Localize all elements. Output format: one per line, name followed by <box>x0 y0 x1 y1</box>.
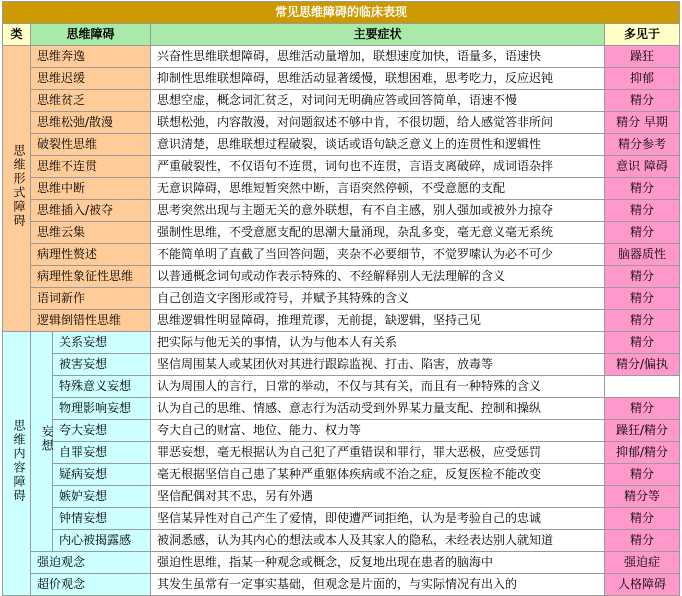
symptom-text: 强制性思维，不受意愿支配的思潮大量涌现，杂乱多变，毫无意义毫无系统 <box>151 222 605 244</box>
disorder-name: 逻辑倒错性思维 <box>31 310 151 332</box>
frequent-in: 抑郁 <box>605 68 680 90</box>
symptom-text: 不能简单明了直截了当回答问题，夹杂不必要细节，不觉罗嗦认为必不可少 <box>151 244 605 266</box>
subcategory-delusion <box>31 332 53 552</box>
table-row <box>3 574 680 596</box>
frequent-in: 精分 <box>605 310 680 332</box>
table-row <box>3 354 680 376</box>
disorder-name: 破裂性思维 <box>31 134 151 156</box>
symptom-text: 坚信某异性对自己产生了爱情，即使遭严词拒绝，认为是考验自己的忠诚 <box>151 508 605 530</box>
table-row <box>3 134 680 156</box>
disorder-name: 病理性赘述 <box>31 244 151 266</box>
frequent-in: 强迫症 <box>605 552 680 574</box>
frequent-in: 精分 <box>605 530 680 552</box>
subcategory-delusion-label: 妄想 <box>40 424 54 453</box>
table-row <box>3 376 680 398</box>
disorder-name: 嫉妒妄想 <box>53 486 151 508</box>
frequent-in: 精分等 <box>605 486 680 508</box>
symptom-text: 兴奋性思维联想障碍，思维活动量增加，联想速度加快，语量多，语速快 <box>151 46 605 68</box>
table-row <box>3 178 680 200</box>
symptom-text: 坚信周围某人或某团伙对其进行跟踪监视、打击、陷害，放毒等 <box>151 354 605 376</box>
frequent-in: 精分 <box>605 288 680 310</box>
clinical-table <box>2 1 680 596</box>
category-content <box>3 332 31 596</box>
frequent-in: 精分 <box>605 266 680 288</box>
disorder-name: 思维松弛/散漫 <box>31 112 151 134</box>
table-row <box>3 46 680 68</box>
frequent-in: 人格障碍 <box>605 574 680 596</box>
frequent-in: 精分 早期 <box>605 112 680 134</box>
table-row <box>3 156 680 178</box>
table-row <box>3 508 680 530</box>
symptom-text: 以普通概念词句或动作表示特殊的、不经解释别人无法理解的含义 <box>151 266 605 288</box>
disorder-name: 病理性象征性思维 <box>31 266 151 288</box>
symptom-text: 思维逻辑性明显障碍，推理荒谬，无前提，缺逻辑，坚持己见 <box>151 310 605 332</box>
table-row <box>3 530 680 552</box>
table-row <box>3 68 680 90</box>
disorder-name: 思维中断 <box>31 178 151 200</box>
table-row <box>3 332 680 354</box>
symptom-text: 认为周围人的言行，日常的举动，不仅与其有关，而且有一种特殊的含义 <box>151 376 605 398</box>
table-row <box>3 420 680 442</box>
symptom-text: 被洞悉感，认为其内心的想法或本人及其家人的隐私，未经表达别人就知道 <box>151 530 605 552</box>
frequent-in: 精分 <box>605 222 680 244</box>
disorder-name: 思维不连贯 <box>31 156 151 178</box>
disorder-name: 特殊意义妄想 <box>53 376 151 398</box>
symptom-text: 认为自己的思维、情感、意志行为活动受到外界某力量支配、控制和操纵 <box>151 398 605 420</box>
symptom-text: 强迫性思维，指某一种观念或概念，反复地出现在患者的脑海中 <box>151 552 605 574</box>
disorder-name: 思维贫乏 <box>31 90 151 112</box>
symptom-text: 夸大自己的财富、地位、能力、权力等 <box>151 420 605 442</box>
table-row <box>3 222 680 244</box>
disorder-name: 超价观念 <box>31 574 151 596</box>
frequent-in: 精分参考 <box>605 134 680 156</box>
frequent-in: 精分 <box>605 508 680 530</box>
disorder-name: 思维奔逸 <box>31 46 151 68</box>
table-row <box>3 398 680 420</box>
symptom-text: 意识清楚，思维联想过程破裂，谈话或语句缺乏意义上的连贯性和逻辑性 <box>151 134 605 156</box>
disorder-name: 思维插入/被夺 <box>31 200 151 222</box>
disorder-name: 内心被揭露感 <box>53 530 151 552</box>
table-row <box>3 112 680 134</box>
table-row <box>3 552 680 574</box>
frequent-in: 精分 <box>605 398 680 420</box>
disorder-name: 物理影响妄想 <box>53 398 151 420</box>
disorder-name: 思维云集 <box>31 222 151 244</box>
frequent-in: 精分 <box>605 178 680 200</box>
table-row <box>3 464 680 486</box>
symptom-text: 思想空虚，概念词汇贫乏，对词问无明确应答或回答简单，语速不慢 <box>151 90 605 112</box>
symptom-text: 抑制性思维联想障碍，思维活动显著缓慢，联想困难，思考吃力，反应迟钝 <box>151 68 605 90</box>
disorder-name: 思维迟缓 <box>31 68 151 90</box>
table-row <box>3 442 680 464</box>
disorder-name: 疑病妄想 <box>53 464 151 486</box>
table-row <box>3 200 680 222</box>
category-form <box>3 46 31 332</box>
table-row <box>3 90 680 112</box>
symptom-text: 把实际与他无关的事情，认为与他本人有关系 <box>151 332 605 354</box>
frequent-in: 精分 <box>605 464 680 486</box>
header-category: 类 <box>3 24 31 46</box>
table-row <box>3 310 680 332</box>
symptom-text: 联想松弛，内容散漫，对问题叙述不够中肯，不很切题，给人感觉答非所问 <box>151 112 605 134</box>
disorder-name: 夸大妄想 <box>53 420 151 442</box>
disorder-name: 语词新作 <box>31 288 151 310</box>
disorder-name: 钟情妄想 <box>53 508 151 530</box>
category-form-label: 思维形式障碍 <box>12 143 26 228</box>
frequent-in: 躁狂/精分 <box>605 420 680 442</box>
symptom-text: 罪恶妄想，毫无根据认为自己犯了严重错误和罪行，罪大恶极，应受惩罚 <box>151 442 605 464</box>
symptom-text: 坚信配偶对其不忠，另有外遇 <box>151 486 605 508</box>
table-row <box>3 288 680 310</box>
disorder-name: 强迫观念 <box>31 552 151 574</box>
table-row <box>3 244 680 266</box>
header-frequent: 多见于 <box>605 24 680 46</box>
symptom-text: 思考突然出现与主题无关的意外联想，有不自主感，别人强加或被外力掠夺 <box>151 200 605 222</box>
symptom-text: 自己创造文字图形或符号，并赋予其特殊的含义 <box>151 288 605 310</box>
frequent-in: 精分 <box>605 332 680 354</box>
symptom-text: 无意识障碍，思维短暂突然中断，言语突然停顿，不受意愿的支配 <box>151 178 605 200</box>
symptom-text: 严重破裂性，不仅语句不连贯，词句也不连贯，言语支离破碎，成词语杂拌 <box>151 156 605 178</box>
frequent-in: 精分 <box>605 90 680 112</box>
category-content-label: 思维内容障碍 <box>12 418 26 503</box>
title-row <box>3 2 680 24</box>
frequent-in: 脑器质性 <box>605 244 680 266</box>
disorder-name: 关系妄想 <box>53 332 151 354</box>
header-disorder: 思维障碍 <box>31 24 151 46</box>
symptom-text: 毫无根据坚信自己患了某种严重躯体疾病或不治之症，反复医检不能改变 <box>151 464 605 486</box>
frequent-in: 躁狂 <box>605 46 680 68</box>
symptom-text: 其发生虽常有一定事实基础，但观念是片面的，与实际情况有出入的 <box>151 574 605 596</box>
frequent-in: 意识 障碍 <box>605 156 680 178</box>
header-symptom: 主要症状 <box>151 24 605 46</box>
header-row <box>3 24 680 46</box>
table-title: 常见思维障碍的临床表现 <box>3 2 680 24</box>
frequent-in: 精分/偏执 <box>605 354 680 376</box>
frequent-in <box>605 376 680 398</box>
frequent-in: 精分 <box>605 200 680 222</box>
table-row <box>3 266 680 288</box>
disorder-name: 被害妄想 <box>53 354 151 376</box>
frequent-in: 抑郁/精分 <box>605 442 680 464</box>
disorder-name: 自罪妄想 <box>53 442 151 464</box>
table-row <box>3 486 680 508</box>
